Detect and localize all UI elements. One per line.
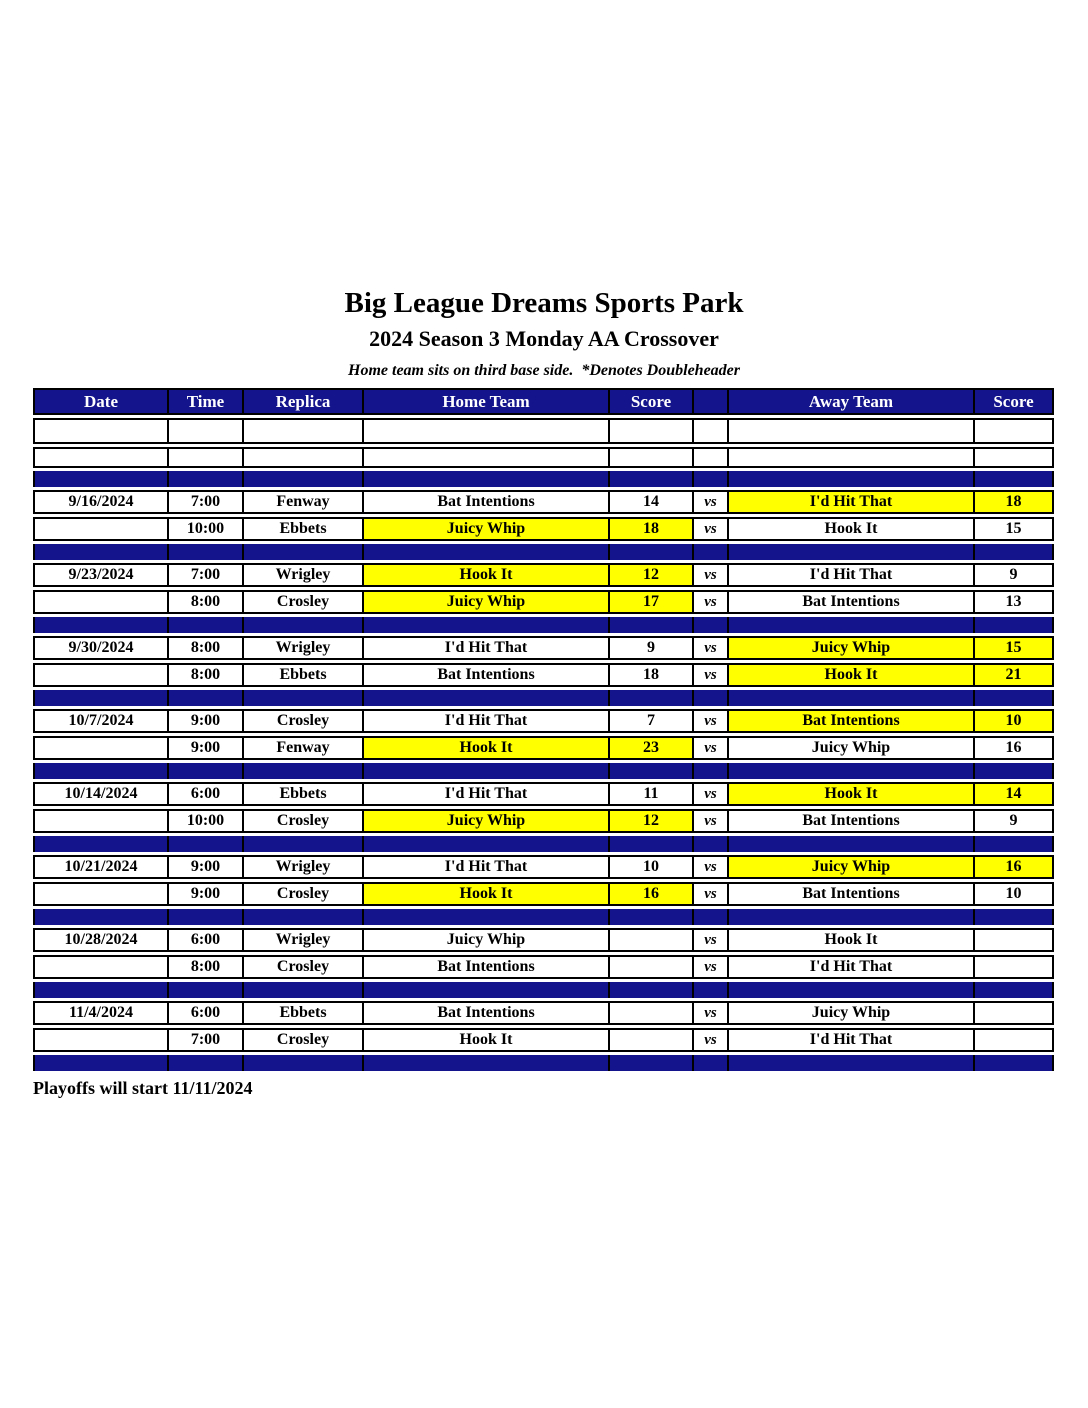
away-team-cell: Juicy Whip	[727, 736, 973, 760]
replica-cell: Ebbets	[242, 663, 362, 687]
home-team-cell: Bat Intentions	[362, 1001, 608, 1025]
date-cell	[33, 1028, 167, 1052]
time-cell: 9:00	[167, 882, 242, 906]
schedule-table-body	[33, 388, 1054, 1071]
date-cell	[33, 590, 167, 614]
game-row	[33, 882, 1054, 906]
home-team-cell: Hook It	[362, 563, 608, 587]
home-team-cell: Hook It	[362, 882, 608, 906]
separator-row	[33, 471, 1054, 487]
game-row	[33, 1028, 1054, 1052]
away-score-cell	[973, 1001, 1054, 1025]
date-cell: 9/30/2024	[33, 636, 167, 660]
page-header	[0, 0, 1088, 380]
page-title: Big League Dreams Sports Park	[344, 287, 744, 319]
home-team-cell: I'd Hit That	[362, 855, 608, 879]
away-team-cell: Hook It	[727, 517, 973, 541]
home-score-cell: 12	[608, 809, 692, 833]
away-score-cell: 15	[973, 517, 1054, 541]
replica-cell: Wrigley	[242, 563, 362, 587]
date-cell	[33, 955, 167, 979]
header-home-team: Home Team	[362, 388, 608, 415]
vs-cell: vs	[692, 517, 727, 541]
time-cell: 9:00	[167, 709, 242, 733]
header-time: Time	[167, 388, 242, 415]
home-team-cell: Hook It	[362, 1028, 608, 1052]
home-score-cell: 18	[608, 663, 692, 687]
header-vs-spacer	[692, 388, 727, 415]
away-score-cell: 9	[973, 809, 1054, 833]
away-team-cell: Bat Intentions	[727, 709, 973, 733]
away-score-cell: 16	[973, 855, 1054, 879]
away-score-cell	[973, 955, 1054, 979]
vs-cell: vs	[692, 1028, 727, 1052]
separator-row	[33, 909, 1054, 925]
time-cell: 9:00	[167, 736, 242, 760]
time-cell: 8:00	[167, 636, 242, 660]
separator-row	[33, 544, 1054, 560]
vs-cell: vs	[692, 663, 727, 687]
away-score-cell: 14	[973, 782, 1054, 806]
away-score-cell: 13	[973, 590, 1054, 614]
header-row	[33, 388, 1054, 415]
away-team-cell: Bat Intentions	[727, 882, 973, 906]
game-row	[33, 709, 1054, 733]
date-cell: 9/16/2024	[33, 490, 167, 514]
game-row	[33, 736, 1054, 760]
away-team-cell: Hook It	[727, 663, 973, 687]
header-replica: Replica	[242, 388, 362, 415]
replica-cell: Fenway	[242, 736, 362, 760]
home-score-cell: 23	[608, 736, 692, 760]
time-cell: 10:00	[167, 517, 242, 541]
home-score-cell: 7	[608, 709, 692, 733]
away-score-cell: 16	[973, 736, 1054, 760]
date-cell	[33, 517, 167, 541]
replica-cell: Crosley	[242, 709, 362, 733]
home-team-cell: I'd Hit That	[362, 782, 608, 806]
home-score-cell: 10	[608, 855, 692, 879]
date-cell: 10/28/2024	[33, 928, 167, 952]
vs-cell: vs	[692, 855, 727, 879]
away-team-cell: I'd Hit That	[727, 955, 973, 979]
vs-cell: vs	[692, 636, 727, 660]
away-score-cell	[973, 1028, 1054, 1052]
home-score-cell: 17	[608, 590, 692, 614]
home-team-cell: I'd Hit That	[362, 636, 608, 660]
home-score-cell: 18	[608, 517, 692, 541]
away-team-cell: I'd Hit That	[727, 563, 973, 587]
separator-row	[33, 982, 1054, 998]
date-cell	[33, 736, 167, 760]
away-team-cell: Juicy Whip	[727, 1001, 973, 1025]
away-score-cell: 15	[973, 636, 1054, 660]
vs-cell: vs	[692, 1001, 727, 1025]
vs-cell: vs	[692, 590, 727, 614]
vs-cell: vs	[692, 709, 727, 733]
time-cell: 7:00	[167, 1028, 242, 1052]
separator-row	[33, 617, 1054, 633]
vs-cell: vs	[692, 563, 727, 587]
replica-cell: Wrigley	[242, 855, 362, 879]
time-cell: 8:00	[167, 955, 242, 979]
separator-row	[33, 836, 1054, 852]
home-score-cell	[608, 955, 692, 979]
home-score-cell: 16	[608, 882, 692, 906]
away-team-cell: I'd Hit That	[727, 490, 973, 514]
home-score-cell	[608, 1028, 692, 1052]
date-cell: 11/4/2024	[33, 1001, 167, 1025]
header-away-score: Score	[973, 388, 1054, 415]
away-team-cell: I'd Hit That	[727, 1028, 973, 1052]
home-score-cell: 12	[608, 563, 692, 587]
home-team-cell: Juicy Whip	[362, 928, 608, 952]
away-team-cell: Hook It	[727, 782, 973, 806]
time-cell: 6:00	[167, 782, 242, 806]
header-date: Date	[33, 388, 167, 415]
replica-cell: Ebbets	[242, 517, 362, 541]
page-subtitle: 2024 Season 3 Monday AA Crossover	[369, 326, 719, 351]
game-row	[33, 928, 1054, 952]
game-row	[33, 563, 1054, 587]
replica-cell: Crosley	[242, 809, 362, 833]
game-row	[33, 590, 1054, 614]
date-cell: 10/21/2024	[33, 855, 167, 879]
home-score-cell: 9	[608, 636, 692, 660]
game-row	[33, 1001, 1054, 1025]
away-score-cell	[973, 928, 1054, 952]
away-team-cell: Hook It	[727, 928, 973, 952]
game-row	[33, 663, 1054, 687]
game-row	[33, 517, 1054, 541]
date-cell: 10/7/2024	[33, 709, 167, 733]
time-cell: 7:00	[167, 563, 242, 587]
away-team-cell: Juicy Whip	[727, 636, 973, 660]
date-cell	[33, 882, 167, 906]
away-team-cell: Bat Intentions	[727, 809, 973, 833]
home-team-cell: Bat Intentions	[362, 955, 608, 979]
home-score-cell	[608, 928, 692, 952]
vs-cell: vs	[692, 736, 727, 760]
home-team-cell: Juicy Whip	[362, 809, 608, 833]
home-team-cell: I'd Hit That	[362, 709, 608, 733]
vs-cell: vs	[692, 490, 727, 514]
away-score-cell: 10	[973, 709, 1054, 733]
game-row	[33, 809, 1054, 833]
game-row	[33, 782, 1054, 806]
vs-cell: vs	[692, 955, 727, 979]
vs-cell: vs	[692, 809, 727, 833]
time-cell: 10:00	[167, 809, 242, 833]
home-score-cell: 11	[608, 782, 692, 806]
home-score-cell	[608, 1001, 692, 1025]
time-cell: 7:00	[167, 490, 242, 514]
separator-row	[33, 690, 1054, 706]
home-team-cell: Juicy Whip	[362, 517, 608, 541]
away-score-cell: 10	[973, 882, 1054, 906]
away-team-cell: Juicy Whip	[727, 855, 973, 879]
empty-row	[33, 447, 1054, 468]
vs-cell: vs	[692, 928, 727, 952]
date-cell: 9/23/2024	[33, 563, 167, 587]
away-team-cell: Bat Intentions	[727, 590, 973, 614]
replica-cell: Crosley	[242, 955, 362, 979]
replica-cell: Ebbets	[242, 782, 362, 806]
replica-cell: Ebbets	[242, 1001, 362, 1025]
time-cell: 8:00	[167, 590, 242, 614]
separator-row	[33, 763, 1054, 779]
game-row	[33, 490, 1054, 514]
away-score-cell: 9	[973, 563, 1054, 587]
replica-cell: Wrigley	[242, 636, 362, 660]
date-cell	[33, 663, 167, 687]
schedule-table	[33, 385, 1054, 1074]
time-cell: 8:00	[167, 663, 242, 687]
replica-cell: Crosley	[242, 1028, 362, 1052]
header-away-team: Away Team	[727, 388, 973, 415]
replica-cell: Fenway	[242, 490, 362, 514]
page-note: Home team sits on third base side. *Denotes Doubleheader	[348, 362, 740, 379]
replica-cell: Crosley	[242, 882, 362, 906]
time-cell: 9:00	[167, 855, 242, 879]
game-row	[33, 636, 1054, 660]
away-score-cell: 21	[973, 663, 1054, 687]
date-cell: 10/14/2024	[33, 782, 167, 806]
header-home-score: Score	[608, 388, 692, 415]
home-team-cell: Bat Intentions	[362, 490, 608, 514]
home-score-cell: 14	[608, 490, 692, 514]
game-row	[33, 955, 1054, 979]
away-score-cell: 18	[973, 490, 1054, 514]
playoffs-note: Playoffs will start 11/11/2024	[33, 1078, 253, 1098]
time-cell: 6:00	[167, 1001, 242, 1025]
replica-cell: Crosley	[242, 590, 362, 614]
vs-cell: vs	[692, 782, 727, 806]
time-cell: 6:00	[167, 928, 242, 952]
empty-row	[33, 418, 1054, 444]
home-team-cell: Bat Intentions	[362, 663, 608, 687]
vs-cell: vs	[692, 882, 727, 906]
home-team-cell: Juicy Whip	[362, 590, 608, 614]
replica-cell: Wrigley	[242, 928, 362, 952]
game-row	[33, 855, 1054, 879]
home-team-cell: Hook It	[362, 736, 608, 760]
date-cell	[33, 809, 167, 833]
separator-row	[33, 1055, 1054, 1071]
